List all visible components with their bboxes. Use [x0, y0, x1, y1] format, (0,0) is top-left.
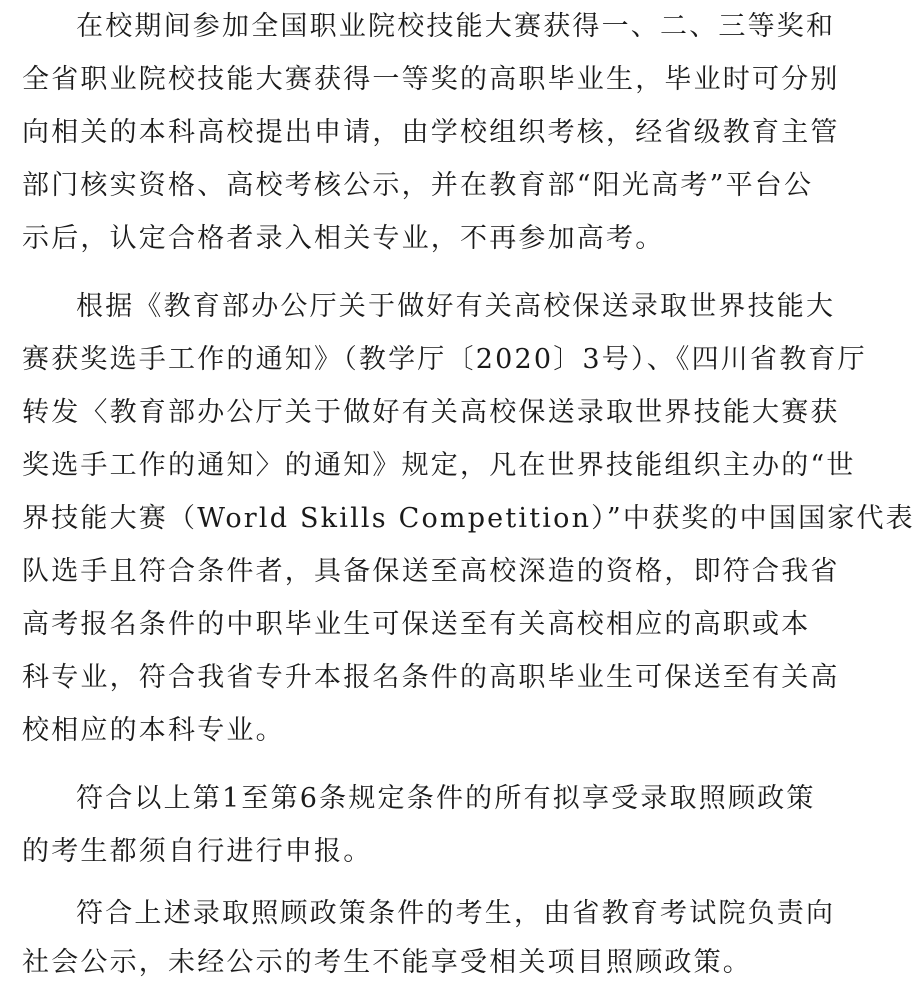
- paragraph-3-line-1: 符合以上第1至第6条规定条件的所有拟享受录取照顾政策: [76, 783, 816, 814]
- paragraph-2-line-1: 根据《教育部办公厅关于做好有关高校保送录取世界技能大: [76, 291, 836, 322]
- paragraph-2-line-4: 奖选手工作的通知〉的通知》规定，凡在世界技能组织主办的“世: [22, 450, 856, 481]
- paragraph-1-line-3: 向相关的本科高校提出申请，由学校组织考核，经省级教育主管: [22, 117, 840, 148]
- paragraph-2-line-9: 校相应的本科专业。: [22, 715, 285, 746]
- paragraph-1-line-2: 全省职业院校技能大赛获得一等奖的高职毕业生，毕业时可分别: [22, 64, 840, 95]
- paragraph-1-line-5: 示后，认定合格者录入相关专业，不再参加高考。: [22, 223, 665, 254]
- paragraph-2-line-2: 赛获奖选手工作的通知》（教学厅〔2020〕3号）、《四川省教育厅: [22, 344, 867, 375]
- paragraph-2-line-7: 高考报名条件的中职毕业生可保送至有关高校相应的高职或本: [22, 609, 811, 640]
- paragraph-2-line-3: 转发〈教育部办公厅关于做好有关高校保送录取世界技能大赛获: [22, 397, 840, 428]
- paragraph-3-line-2: 的考生都须自行进行申报。: [22, 836, 373, 867]
- paragraph-2-line-5: 界技能大赛（World Skills Competition）”中获奖的中国国家代表: [22, 503, 915, 534]
- paragraph-4-line-1: 符合上述录取照顾政策条件的考生，由省教育考试院负责向: [76, 898, 836, 929]
- paragraph-2-line-6: 队选手且符合条件者，具备保送至高校深造的资格，即符合我省: [22, 556, 840, 587]
- paragraph-2-line-8: 科专业，符合我省专升本报名条件的高职毕业生可保送至有关高: [22, 662, 840, 693]
- paragraph-4-line-2: 社会公示，未经公示的考生不能享受相关项目照顾政策。: [22, 947, 752, 978]
- paragraph-1-line-4: 部门核实资格、高校考核公示，并在教育部“阳光高考”平台公: [22, 170, 814, 201]
- paragraph-1-line-1: 在校期间参加全国职业院校技能大赛获得一、二、三等奖和: [76, 11, 836, 42]
